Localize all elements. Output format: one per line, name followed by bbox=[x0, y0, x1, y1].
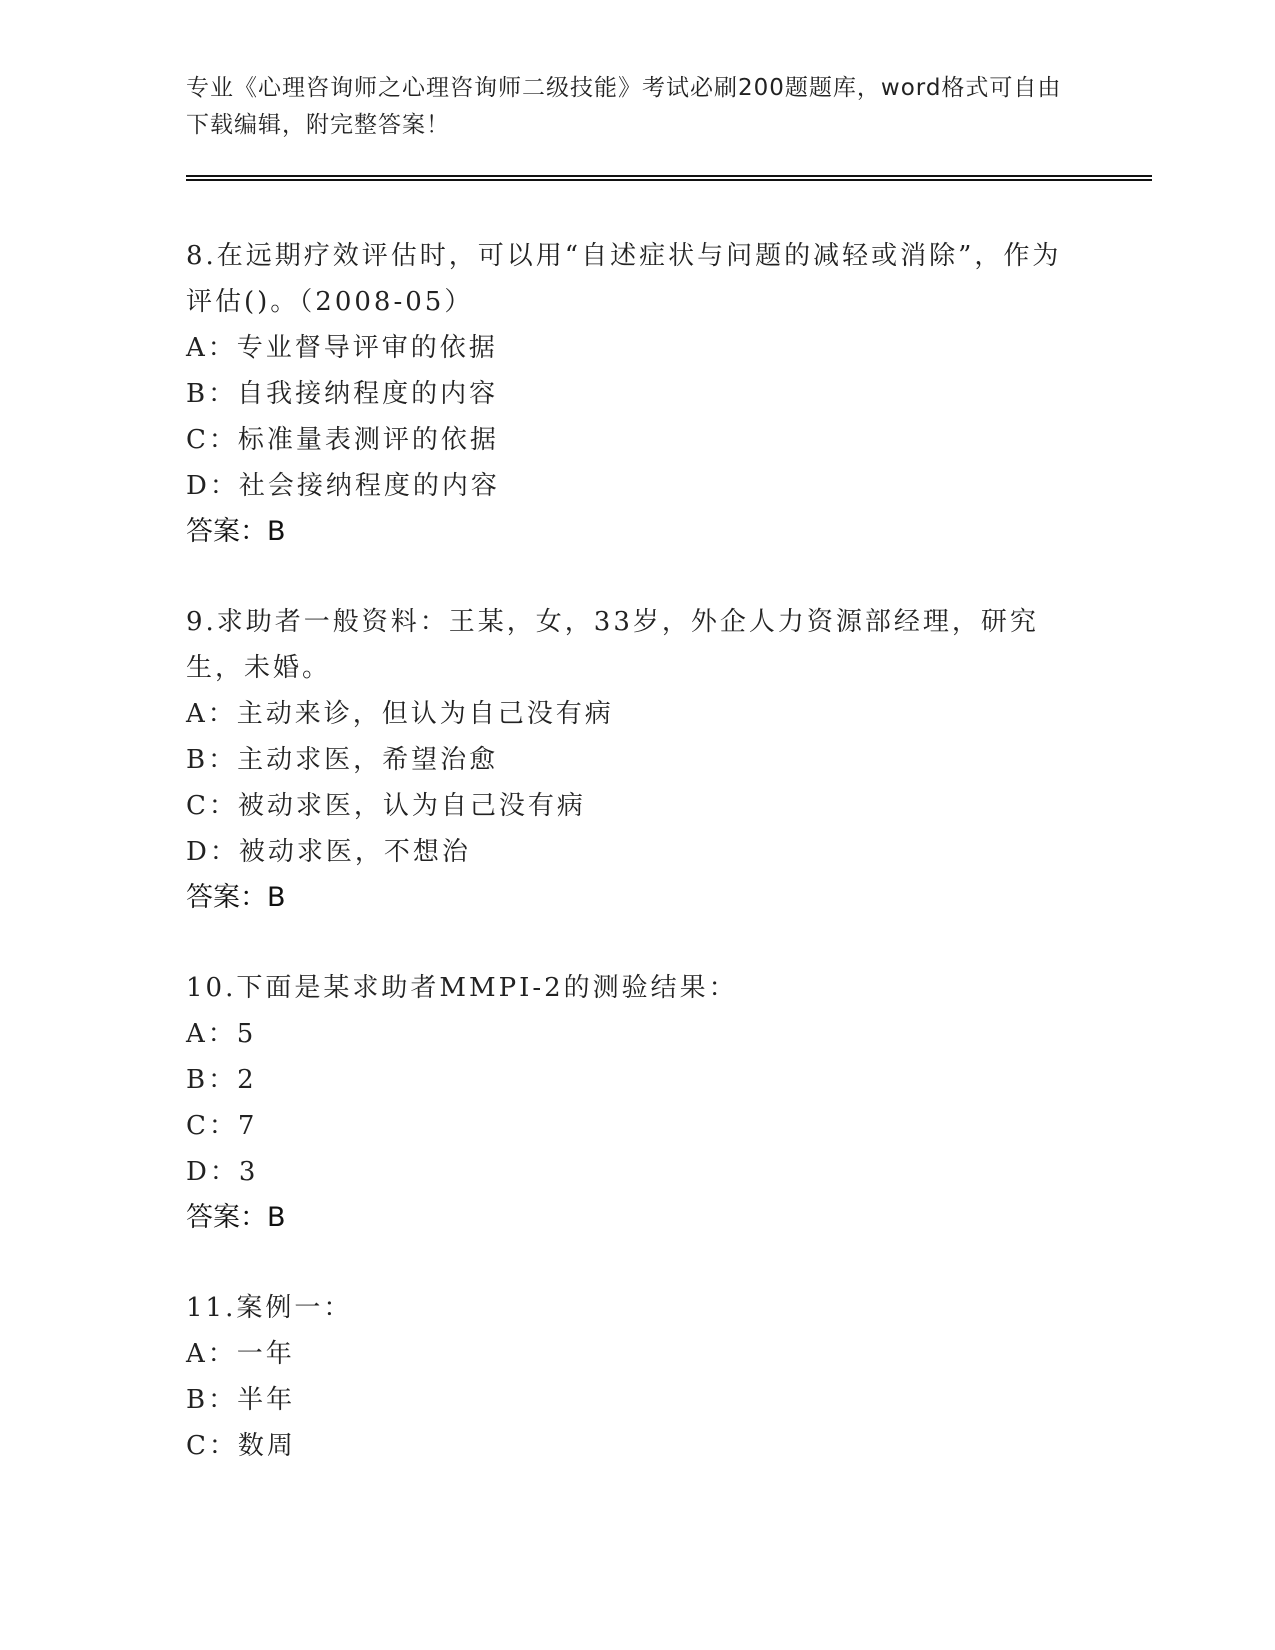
answer-label: 答案：B bbox=[186, 1202, 286, 1233]
option-a: A：主动来诊，但认为自己没有病 bbox=[186, 699, 614, 729]
option-d: D：被动求医，不想治 bbox=[186, 837, 471, 867]
option-a: A：一年 bbox=[186, 1339, 295, 1369]
header-divider bbox=[186, 175, 1152, 181]
option-d: D：社会接纳程度的内容 bbox=[186, 471, 500, 501]
option-b: B：半年 bbox=[186, 1385, 296, 1415]
answer-label: 答案：B bbox=[186, 516, 286, 547]
question-8 bbox=[186, 233, 1086, 555]
option-a: A：专业督导评审的依据 bbox=[186, 333, 498, 363]
option-c: C：标准量表测评的依据 bbox=[186, 425, 499, 455]
option-b: B：2 bbox=[186, 1065, 257, 1095]
question-text: 10.下面是某求助者MMPI-2的测验结果： bbox=[186, 973, 738, 1003]
question-list bbox=[186, 233, 1086, 1513]
option-d: D：3 bbox=[186, 1157, 259, 1187]
answer-label: 答案：B bbox=[186, 882, 286, 913]
question-text: 9.求助者一般资料：王某，女，33岁，外企人力资源部经理，研究生，未婚。 bbox=[186, 607, 1039, 683]
question-10 bbox=[186, 965, 1086, 1241]
option-b: B：自我接纳程度的内容 bbox=[186, 379, 499, 409]
question-text: 8.在远期疗效评估时，可以用“自述症状与问题的减轻或消除”，作为评估()。（2008-05） bbox=[186, 241, 1062, 317]
option-c: C：7 bbox=[186, 1111, 258, 1141]
option-a: A：5 bbox=[186, 1019, 257, 1049]
question-11 bbox=[186, 1285, 1086, 1469]
option-c: C：被动求医，认为自己没有病 bbox=[186, 791, 586, 821]
question-text: 11.案例一： bbox=[186, 1293, 353, 1323]
option-b: B：主动求医，希望治愈 bbox=[186, 745, 499, 775]
question-9 bbox=[186, 599, 1086, 921]
document-header: 专业《心理咨询师之心理咨询师二级技能》考试必刷200题题库，word格式可自由下载编辑，附完整答案！ bbox=[186, 75, 1062, 138]
option-c: C：数周 bbox=[186, 1431, 296, 1461]
